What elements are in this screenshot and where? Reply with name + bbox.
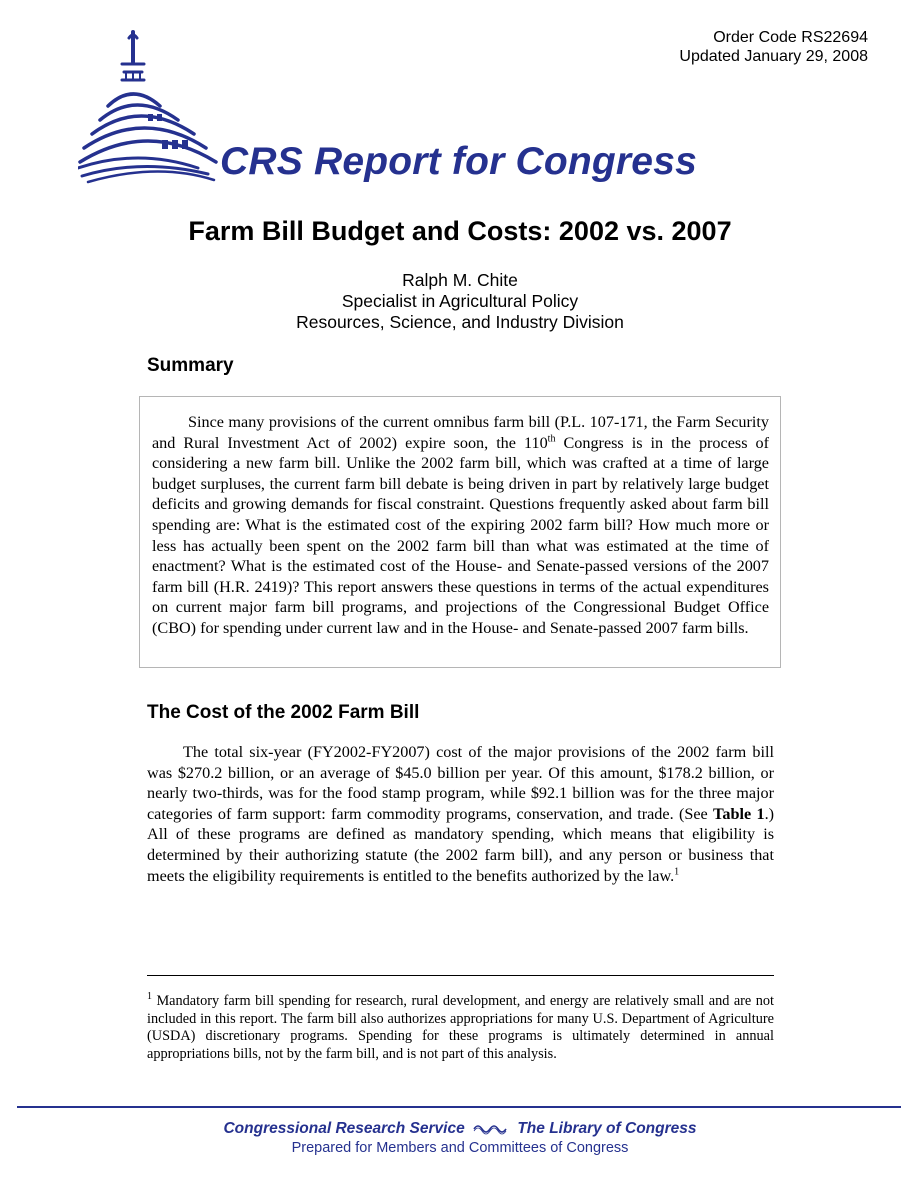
footnote-text: Mandatory farm bill spending for research, rural development, and energy are relatively small and are not included in this report. The farm bill also authorizes appropriations for many U.S. Department of Agriculture (USDA) discretionary programs. Spending for these programs is ultimately determined in annual appropriations bills, not by the farm bill, and is not part of this analysis. [147, 993, 774, 1062]
updated-date: Updated January 29, 2008 [679, 48, 868, 65]
order-code: Order Code RS22694 [713, 29, 868, 46]
footnote-marker: 1 [147, 991, 152, 1003]
author-position: Specialist in Agricultural Policy [341, 291, 579, 311]
author-division: Resources, Science, and Industry Division [296, 312, 624, 332]
ornament-icon [473, 1123, 509, 1135]
footnote [147, 993, 774, 1063]
summary-text-1: Since many provisions of the current omnibus farm bill (P.L. 107-171, the Farm Security and Rural Investment Act of 2002) expire soon, the 110 [152, 413, 769, 452]
section-text-2: .) All of these programs are defined as mandatory spending, which means that eligibility is determined by their authorizing statute (the 2002 farm bill), and any person or business that meets the eligibility requirements is entitled to the benefits authorized by the law. [147, 804, 774, 885]
crs-logo [78, 28, 698, 198]
capitol-dome-icon [78, 28, 228, 198]
footer-org-line [0, 1120, 920, 1138]
logo-text: CRS Report for Congress [220, 140, 697, 183]
author-name: Ralph M. Chite [402, 270, 518, 290]
section-body [147, 742, 774, 886]
section-paragraph [147, 742, 774, 886]
section-heading-cost-2002: The Cost of the 2002 Farm Bill [147, 702, 420, 723]
summary-text-2: Congress is in the process of considering a new farm bill. Unlike the 2002 farm bill, which was crafted at a time of large budget surpluses, the current farm bill debate is being driven in part by relatively large budget deficits and growing demands for fiscal constraint. Questions frequently asked about farm bill spending are: What is the estimated cost of the expiring 2002 farm bill? How much more or less has actually been spent on the 2002 farm bill than what was estimated at the time of enactment? What is the estimated cost of the House- and Senate-passed versions of the 2007 farm bill (H.R. 2419)? This report answers these questions in terms of the actual expenditures on current major farm bill programs, and projections of the Congressional Budget Office (CBO) for spending under current law and in the House- and Senate-passed 2007 farm bills. [152, 433, 769, 637]
table-reference: Table 1 [713, 804, 765, 823]
footer-rule [17, 1106, 901, 1108]
footer-loc: The Library of Congress [517, 1120, 697, 1137]
footer-crs: Congressional Research Service [223, 1120, 465, 1137]
summary-superscript: th [547, 433, 556, 445]
order-code-block [679, 28, 868, 66]
summary-paragraph [152, 412, 769, 639]
page-title: Farm Bill Budget and Costs: 2002 vs. 2007 [188, 216, 732, 246]
footnote-rule [147, 975, 774, 976]
summary-heading: Summary [147, 355, 234, 376]
section-text-1: The total six-year (FY2002-FY2007) cost of the major provisions of the 2002 farm bill was $270.2 billion, or an average of $45.0 billion per year. Of this amount, $178.2 billion, or nearly two-thirds, was for the food stamp program, while $92.1 billion was for the three major categories of farm support: farm commodity programs, conservation, and trade. (See [147, 743, 774, 823]
summary-box [139, 396, 781, 668]
footnote-reference: 1 [674, 866, 680, 878]
author-block [0, 270, 920, 333]
footer-prepared-line: Prepared for Members and Committees of Congress [291, 1140, 629, 1156]
